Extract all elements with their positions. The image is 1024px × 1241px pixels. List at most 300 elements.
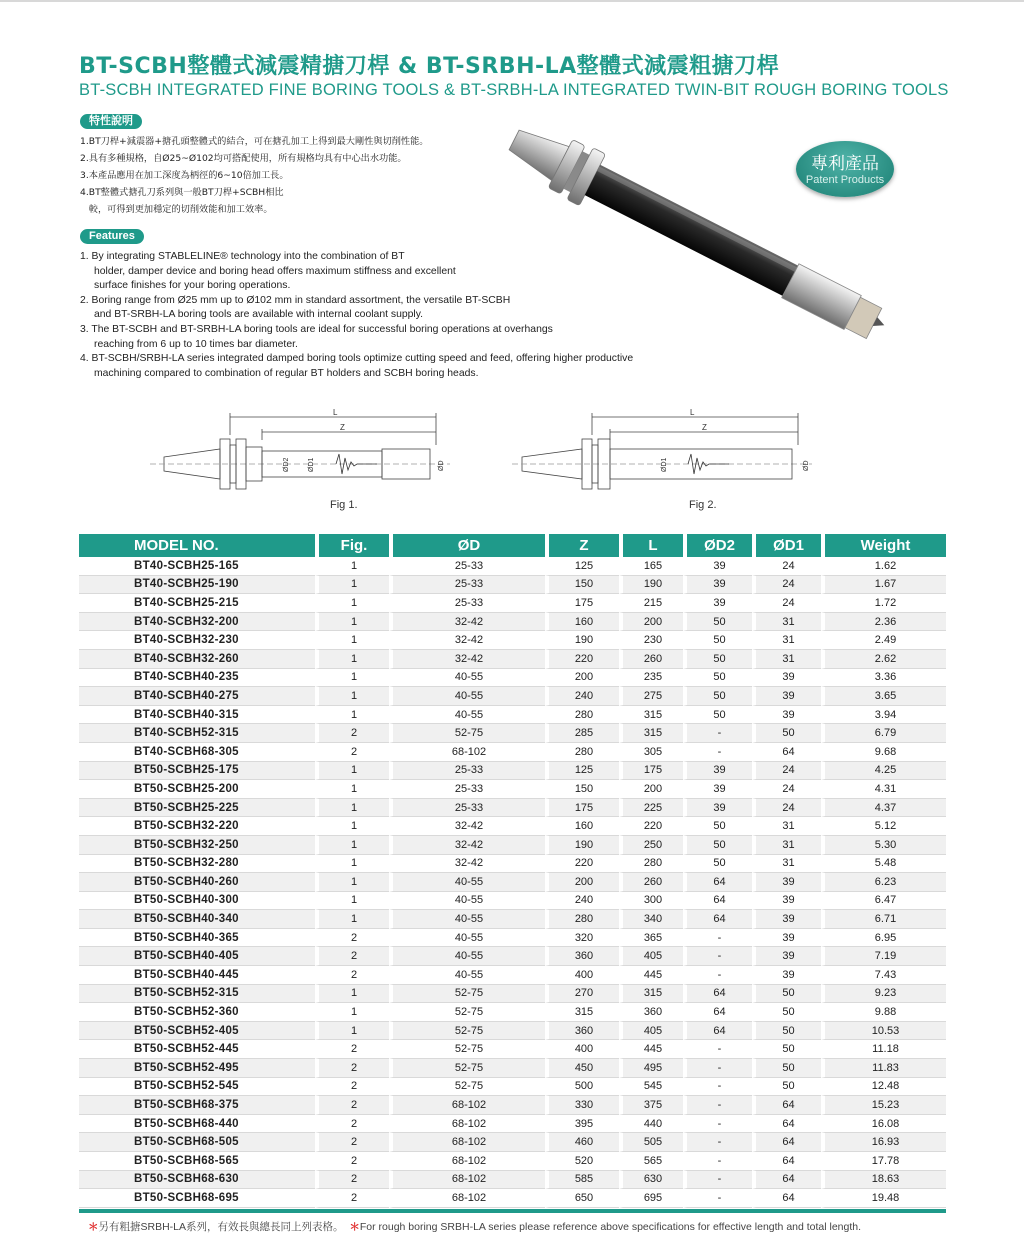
cell-l: 250: [619, 836, 683, 855]
patent-badge-zh: 專利產品: [811, 154, 879, 174]
cell-weight: 1.62: [821, 557, 946, 576]
cell-od: 40-55: [389, 966, 545, 985]
cell-od1: 39: [752, 873, 821, 892]
cell-l: 260: [619, 650, 683, 669]
cell-fig: 1: [315, 557, 389, 576]
cell-od2: 50: [683, 687, 752, 706]
cell-l: 340: [619, 910, 683, 929]
cell-od: 68-102: [389, 1115, 545, 1134]
cell-od1: 50: [752, 724, 821, 743]
cell-od2: 50: [683, 669, 752, 688]
cell-weight: 12.48: [821, 1078, 946, 1097]
fig2-label-D: ØD: [803, 460, 810, 471]
cell-l: 225: [619, 799, 683, 818]
cell-fig: 1: [315, 817, 389, 836]
cell-l: 360: [619, 1003, 683, 1022]
feature-en-line: 2. Boring range from Ø25 mm up to Ø102 mm in standard assortment, the versatile BT-SCBH: [80, 294, 511, 306]
fig2-label-D1: ØD1: [661, 457, 668, 472]
cell-fig: 2: [315, 929, 389, 948]
table-row: [79, 724, 946, 743]
cell-l: 505: [619, 1133, 683, 1152]
cell-od1: 39: [752, 910, 821, 929]
table-row: [79, 1115, 946, 1134]
cell-l: 405: [619, 947, 683, 966]
patent-badge-en: Patent Products: [805, 174, 885, 186]
cell-z: 280: [545, 743, 619, 762]
cell-weight: 4.31: [821, 780, 946, 799]
cell-od: 40-55: [389, 687, 545, 706]
cell-od: 68-102: [389, 1189, 545, 1208]
table-row: [79, 1189, 946, 1208]
cell-l: 230: [619, 631, 683, 650]
cell-od: 25-33: [389, 557, 545, 576]
cell-fig: 1: [315, 1022, 389, 1041]
feature-en-line: 1. By integrating STABLELINE® technology into the combination of BT: [80, 251, 405, 262]
cell-weight: 3.65: [821, 687, 946, 706]
cell-fig: 1: [315, 762, 389, 781]
cell-z: 190: [545, 631, 619, 650]
table-row: [79, 966, 946, 985]
cell-z: 500: [545, 1078, 619, 1097]
cell-z: 520: [545, 1152, 619, 1171]
cell-fig: 1: [315, 780, 389, 799]
cell-l: 300: [619, 892, 683, 911]
cell-od2: 39: [683, 762, 752, 781]
cell-model-no: BT50-SCBH68-565: [79, 1152, 315, 1171]
cell-od: 68-102: [389, 1171, 545, 1190]
cell-l: 200: [619, 613, 683, 632]
cell-model-no: BT50-SCBH40-300: [79, 892, 315, 911]
cell-od1: 64: [752, 1133, 821, 1152]
cell-l: 445: [619, 1040, 683, 1059]
table-row: [79, 985, 946, 1004]
cell-fig: 2: [315, 1189, 389, 1208]
cell-model-no: BT50-SCBH25-225: [79, 799, 315, 818]
cell-l: 365: [619, 929, 683, 948]
cell-model-no: BT50-SCBH32-280: [79, 855, 315, 874]
cell-od2: -: [683, 1059, 752, 1078]
patent-badge: [796, 141, 894, 197]
cell-l: 305: [619, 743, 683, 762]
cell-weight: 10.53: [821, 1022, 946, 1041]
cell-z: 175: [545, 799, 619, 818]
cell-od1: 50: [752, 985, 821, 1004]
cell-z: 220: [545, 650, 619, 669]
cell-z: 125: [545, 557, 619, 576]
cell-weight: 11.18: [821, 1040, 946, 1059]
cell-model-no: BT40-SCBH40-315: [79, 706, 315, 725]
cell-od1: 39: [752, 669, 821, 688]
cell-z: 315: [545, 1003, 619, 1022]
feature-en-line: surface finishes for your boring operations.: [94, 280, 291, 292]
cell-fig: 1: [315, 631, 389, 650]
features-zh-badge: 特性說明: [80, 114, 142, 129]
figure-1-caption: Fig 1.: [330, 499, 358, 511]
cell-z: 360: [545, 947, 619, 966]
cell-od: 52-75: [389, 724, 545, 743]
features-en-badge: Features: [80, 229, 144, 244]
header-fig: Fig.: [315, 534, 389, 557]
cell-z: 240: [545, 687, 619, 706]
cell-od: 40-55: [389, 947, 545, 966]
cell-model-no: BT50-SCBH52-405: [79, 1022, 315, 1041]
cell-fig: 1: [315, 1003, 389, 1022]
cell-od2: -: [683, 1171, 752, 1190]
cell-z: 400: [545, 1040, 619, 1059]
cell-l: 190: [619, 576, 683, 595]
cell-od: 52-75: [389, 985, 545, 1004]
cell-fig: 1: [315, 873, 389, 892]
cell-model-no: BT50-SCBH25-200: [79, 780, 315, 799]
cell-od: 40-55: [389, 910, 545, 929]
cell-l: 315: [619, 706, 683, 725]
cell-od1: 50: [752, 1078, 821, 1097]
figure-2-caption: Fig 2.: [689, 499, 717, 511]
cell-od2: 50: [683, 613, 752, 632]
cell-weight: 19.48: [821, 1189, 946, 1208]
page-title-zh: BT-SCBH整體式減震精搪刀桿 & BT-SRBH-LA整體式減震粗搪刀桿: [79, 54, 780, 79]
cell-model-no: BT50-SCBH52-360: [79, 1003, 315, 1022]
feature-zh-item: 1.BT刀桿+減震器+搪孔頭整體式的結合，可在搪孔加工上得到最大剛性與切削性能。: [80, 136, 429, 147]
cell-fig: 2: [315, 1096, 389, 1115]
cell-fig: 1: [315, 650, 389, 669]
cell-weight: 16.08: [821, 1115, 946, 1134]
cell-od2: 50: [683, 836, 752, 855]
cell-od2: -: [683, 1096, 752, 1115]
cell-weight: 3.36: [821, 669, 946, 688]
cell-model-no: BT50-SCBH40-405: [79, 947, 315, 966]
footnote: [88, 1219, 861, 1234]
cell-fig: 1: [315, 669, 389, 688]
cell-model-no: BT50-SCBH52-445: [79, 1040, 315, 1059]
cell-od2: 50: [683, 706, 752, 725]
cell-z: 125: [545, 762, 619, 781]
table-bottom-bar: [79, 1209, 946, 1213]
cell-l: 275: [619, 687, 683, 706]
cell-l: 280: [619, 855, 683, 874]
table-row: [79, 780, 946, 799]
table-row: [79, 799, 946, 818]
feature-en-line: 4. BT-SCBH/SRBH-LA series integrated damped boring tools optimize cutting speed and feed, offering higher productive: [80, 353, 634, 365]
cell-z: 200: [545, 873, 619, 892]
cell-od1: 24: [752, 780, 821, 799]
cell-od2: -: [683, 966, 752, 985]
feature-en-line: holder, damper device and boring head offers maximum stiffness and excellent: [94, 265, 456, 277]
cell-weight: 9.88: [821, 1003, 946, 1022]
cell-weight: 2.36: [821, 613, 946, 632]
cell-l: 445: [619, 966, 683, 985]
cell-weight: 4.25: [821, 762, 946, 781]
cell-z: 270: [545, 985, 619, 1004]
cell-l: 200: [619, 780, 683, 799]
cell-l: 440: [619, 1115, 683, 1134]
header-od1: ØD1: [752, 534, 821, 557]
cell-z: 460: [545, 1133, 619, 1152]
cell-z: 650: [545, 1189, 619, 1208]
cell-model-no: BT50-SCBH52-315: [79, 985, 315, 1004]
cell-od2: 64: [683, 910, 752, 929]
cell-fig: 2: [315, 1115, 389, 1134]
cell-od2: 64: [683, 1003, 752, 1022]
table-row: [79, 557, 946, 576]
cell-fig: 2: [315, 1133, 389, 1152]
cell-model-no: BT50-SCBH52-545: [79, 1078, 315, 1097]
cell-od: 25-33: [389, 780, 545, 799]
cell-z: 160: [545, 613, 619, 632]
cell-od2: 39: [683, 799, 752, 818]
feature-zh-item: 4.BT整體式搪孔刀系列與一般BT刀桿+SCBH相比: [80, 187, 284, 198]
cell-l: 405: [619, 1022, 683, 1041]
cell-od: 32-42: [389, 631, 545, 650]
cell-od2: 64: [683, 892, 752, 911]
cell-od2: 64: [683, 985, 752, 1004]
cell-model-no: BT40-SCBH68-305: [79, 743, 315, 762]
cell-weight: 11.83: [821, 1059, 946, 1078]
table-row: [79, 892, 946, 911]
table-row: [79, 594, 946, 613]
cell-model-no: BT50-SCBH52-495: [79, 1059, 315, 1078]
cell-weight: 17.78: [821, 1152, 946, 1171]
features-zh-list: [80, 133, 428, 218]
cell-od: 25-33: [389, 762, 545, 781]
cell-od2: -: [683, 1152, 752, 1171]
cell-od1: 31: [752, 650, 821, 669]
cell-od: 40-55: [389, 706, 545, 725]
cell-od1: 31: [752, 613, 821, 632]
cell-weight: 1.67: [821, 576, 946, 595]
cell-fig: 1: [315, 613, 389, 632]
table-row: [79, 1059, 946, 1078]
cell-z: 280: [545, 910, 619, 929]
cell-fig: 1: [315, 576, 389, 595]
cell-l: 495: [619, 1059, 683, 1078]
cell-weight: 7.19: [821, 947, 946, 966]
page-title-en: BT-SCBH INTEGRATED FINE BORING TOOLS & BT-SRBH-LA INTEGRATED TWIN-BIT ROUGH BORING TOOLS: [79, 81, 949, 99]
top-divider: [0, 0, 1024, 2]
cell-model-no: BT40-SCBH32-200: [79, 613, 315, 632]
feature-zh-item: 3.本產品應用在加工深度為柄徑的6~10倍加工長。: [80, 170, 289, 181]
cell-od2: -: [683, 947, 752, 966]
cell-fig: 2: [315, 966, 389, 985]
table-body: [79, 557, 946, 1208]
cell-l: 545: [619, 1078, 683, 1097]
cell-od: 40-55: [389, 892, 545, 911]
cell-fig: 1: [315, 706, 389, 725]
cell-od1: 24: [752, 594, 821, 613]
cell-z: 190: [545, 836, 619, 855]
cell-od: 52-75: [389, 1022, 545, 1041]
cell-od: 40-55: [389, 669, 545, 688]
header-l: L: [619, 534, 683, 557]
cell-z: 285: [545, 724, 619, 743]
cell-model-no: BT50-SCBH68-630: [79, 1171, 315, 1190]
cell-l: 695: [619, 1189, 683, 1208]
table-row: [79, 631, 946, 650]
cell-fig: 2: [315, 1171, 389, 1190]
cell-fig: 1: [315, 799, 389, 818]
cell-od: 68-102: [389, 1133, 545, 1152]
cell-z: 150: [545, 780, 619, 799]
cell-od1: 39: [752, 966, 821, 985]
cell-model-no: BT50-SCBH32-220: [79, 817, 315, 836]
cell-od: 52-75: [389, 1078, 545, 1097]
cell-z: 150: [545, 576, 619, 595]
cell-model-no: BT50-SCBH40-365: [79, 929, 315, 948]
table-row: [79, 836, 946, 855]
cell-od1: 50: [752, 1022, 821, 1041]
cell-od1: 50: [752, 1003, 821, 1022]
table-row: [79, 576, 946, 595]
cell-od: 40-55: [389, 873, 545, 892]
cell-weight: 2.49: [821, 631, 946, 650]
cell-model-no: BT50-SCBH68-695: [79, 1189, 315, 1208]
cell-weight: 9.23: [821, 985, 946, 1004]
table-row: [79, 706, 946, 725]
cell-od: 32-42: [389, 836, 545, 855]
table-row: [79, 873, 946, 892]
specification-table: [79, 534, 946, 1208]
table-row: [79, 855, 946, 874]
header-weight: Weight: [821, 534, 946, 557]
cell-z: 400: [545, 966, 619, 985]
cell-od1: 31: [752, 855, 821, 874]
cell-od: 52-75: [389, 1040, 545, 1059]
cell-od1: 64: [752, 743, 821, 762]
cell-od1: 24: [752, 799, 821, 818]
cell-weight: 6.47: [821, 892, 946, 911]
table-row: [79, 762, 946, 781]
cell-od2: -: [683, 1078, 752, 1097]
cell-od1: 24: [752, 557, 821, 576]
fig1-label-L: L: [333, 408, 338, 417]
header-od2: ØD2: [683, 534, 752, 557]
cell-od2: -: [683, 724, 752, 743]
table-row: [79, 613, 946, 632]
feature-en-line: 3. The BT-SCBH and BT-SRBH-LA boring tools are ideal for successful boring operations at overhangs: [80, 323, 553, 335]
cell-model-no: BT40-SCBH52-315: [79, 724, 315, 743]
cell-weight: 7.43: [821, 966, 946, 985]
cell-model-no: BT50-SCBH68-440: [79, 1115, 315, 1134]
header-z: Z: [545, 534, 619, 557]
table-row: [79, 1096, 946, 1115]
cell-model-no: BT40-SCBH32-260: [79, 650, 315, 669]
cell-model-no: BT40-SCBH40-275: [79, 687, 315, 706]
header-od: ØD: [389, 534, 545, 557]
cell-model-no: BT50-SCBH40-445: [79, 966, 315, 985]
cell-fig: 1: [315, 594, 389, 613]
cell-weight: 5.30: [821, 836, 946, 855]
cell-od: 68-102: [389, 1096, 545, 1115]
cell-od: 25-33: [389, 594, 545, 613]
cell-z: 175: [545, 594, 619, 613]
table-row: [79, 669, 946, 688]
cell-od: 32-42: [389, 650, 545, 669]
cell-od2: 50: [683, 631, 752, 650]
feature-zh-item: 2.具有多種規格，自Ø25~Ø102均可搭配使用，所有規格均具有中心出水功能。: [80, 153, 407, 164]
cell-model-no: BT50-SCBH68-375: [79, 1096, 315, 1115]
footnote-star-icon: ＊: [88, 1221, 99, 1233]
cell-l: 235: [619, 669, 683, 688]
cell-od2: 64: [683, 1022, 752, 1041]
cell-od2: -: [683, 1040, 752, 1059]
cell-model-no: BT50-SCBH40-340: [79, 910, 315, 929]
cell-fig: 1: [315, 985, 389, 1004]
feature-en-line: and BT-SRBH-LA boring tools are available with internal coolant supply.: [94, 309, 424, 321]
cell-od2: 39: [683, 576, 752, 595]
cell-l: 315: [619, 985, 683, 1004]
cell-z: 360: [545, 1022, 619, 1041]
cell-weight: 9.68: [821, 743, 946, 762]
cell-fig: 1: [315, 836, 389, 855]
cell-l: 215: [619, 594, 683, 613]
cell-fig: 1: [315, 687, 389, 706]
fig2-label-L: L: [690, 408, 695, 417]
cell-od: 52-75: [389, 1003, 545, 1022]
cell-model-no: BT50-SCBH40-260: [79, 873, 315, 892]
feature-en-line: reaching from 6 up to 10 times bar diameter.: [94, 338, 298, 350]
fig2-label-Z: Z: [702, 423, 707, 432]
cell-fig: 2: [315, 1152, 389, 1171]
cell-od2: 39: [683, 594, 752, 613]
table-row: [79, 1078, 946, 1097]
cell-l: 260: [619, 873, 683, 892]
cell-weight: 16.93: [821, 1133, 946, 1152]
cell-z: 220: [545, 855, 619, 874]
cell-od: 40-55: [389, 929, 545, 948]
cell-od: 68-102: [389, 1152, 545, 1171]
cell-z: 280: [545, 706, 619, 725]
cell-model-no: BT40-SCBH25-215: [79, 594, 315, 613]
feature-zh-item: 較，可得到更加穩定的切削效能和加工效率。: [80, 204, 273, 215]
cell-od2: 50: [683, 855, 752, 874]
table-row: [79, 1171, 946, 1190]
cell-od: 25-33: [389, 799, 545, 818]
cell-od1: 31: [752, 836, 821, 855]
fig1-label-D1: ØD1: [308, 457, 315, 472]
cell-model-no: BT50-SCBH68-505: [79, 1133, 315, 1152]
cell-l: 175: [619, 762, 683, 781]
cell-weight: 6.95: [821, 929, 946, 948]
cell-weight: 18.63: [821, 1171, 946, 1190]
cell-model-no: BT50-SCBH25-175: [79, 762, 315, 781]
cell-od1: 64: [752, 1096, 821, 1115]
cell-od2: 64: [683, 873, 752, 892]
cell-weight: 5.12: [821, 817, 946, 836]
cell-od: 32-42: [389, 855, 545, 874]
cell-od2: -: [683, 743, 752, 762]
cell-weight: 15.23: [821, 1096, 946, 1115]
fig1-label-D: ØD: [438, 460, 445, 471]
cell-od1: 64: [752, 1189, 821, 1208]
cell-od1: 64: [752, 1115, 821, 1134]
table-row: [79, 817, 946, 836]
table-row: [79, 1152, 946, 1171]
cell-weight: 1.72: [821, 594, 946, 613]
cell-od2: 50: [683, 817, 752, 836]
footnote-en: For rough boring SRBH-LA series please reference above specifications for effective length and total length.: [359, 1221, 862, 1233]
cell-fig: 2: [315, 724, 389, 743]
cell-fig: 2: [315, 1040, 389, 1059]
cell-od: 32-42: [389, 613, 545, 632]
cell-weight: 2.62: [821, 650, 946, 669]
table-row: [79, 1040, 946, 1059]
footnote-star-icon: ＊: [349, 1221, 360, 1233]
cell-fig: 2: [315, 1059, 389, 1078]
cell-od1: 39: [752, 929, 821, 948]
cell-od2: -: [683, 1133, 752, 1152]
table-row: [79, 650, 946, 669]
cell-fig: 1: [315, 892, 389, 911]
